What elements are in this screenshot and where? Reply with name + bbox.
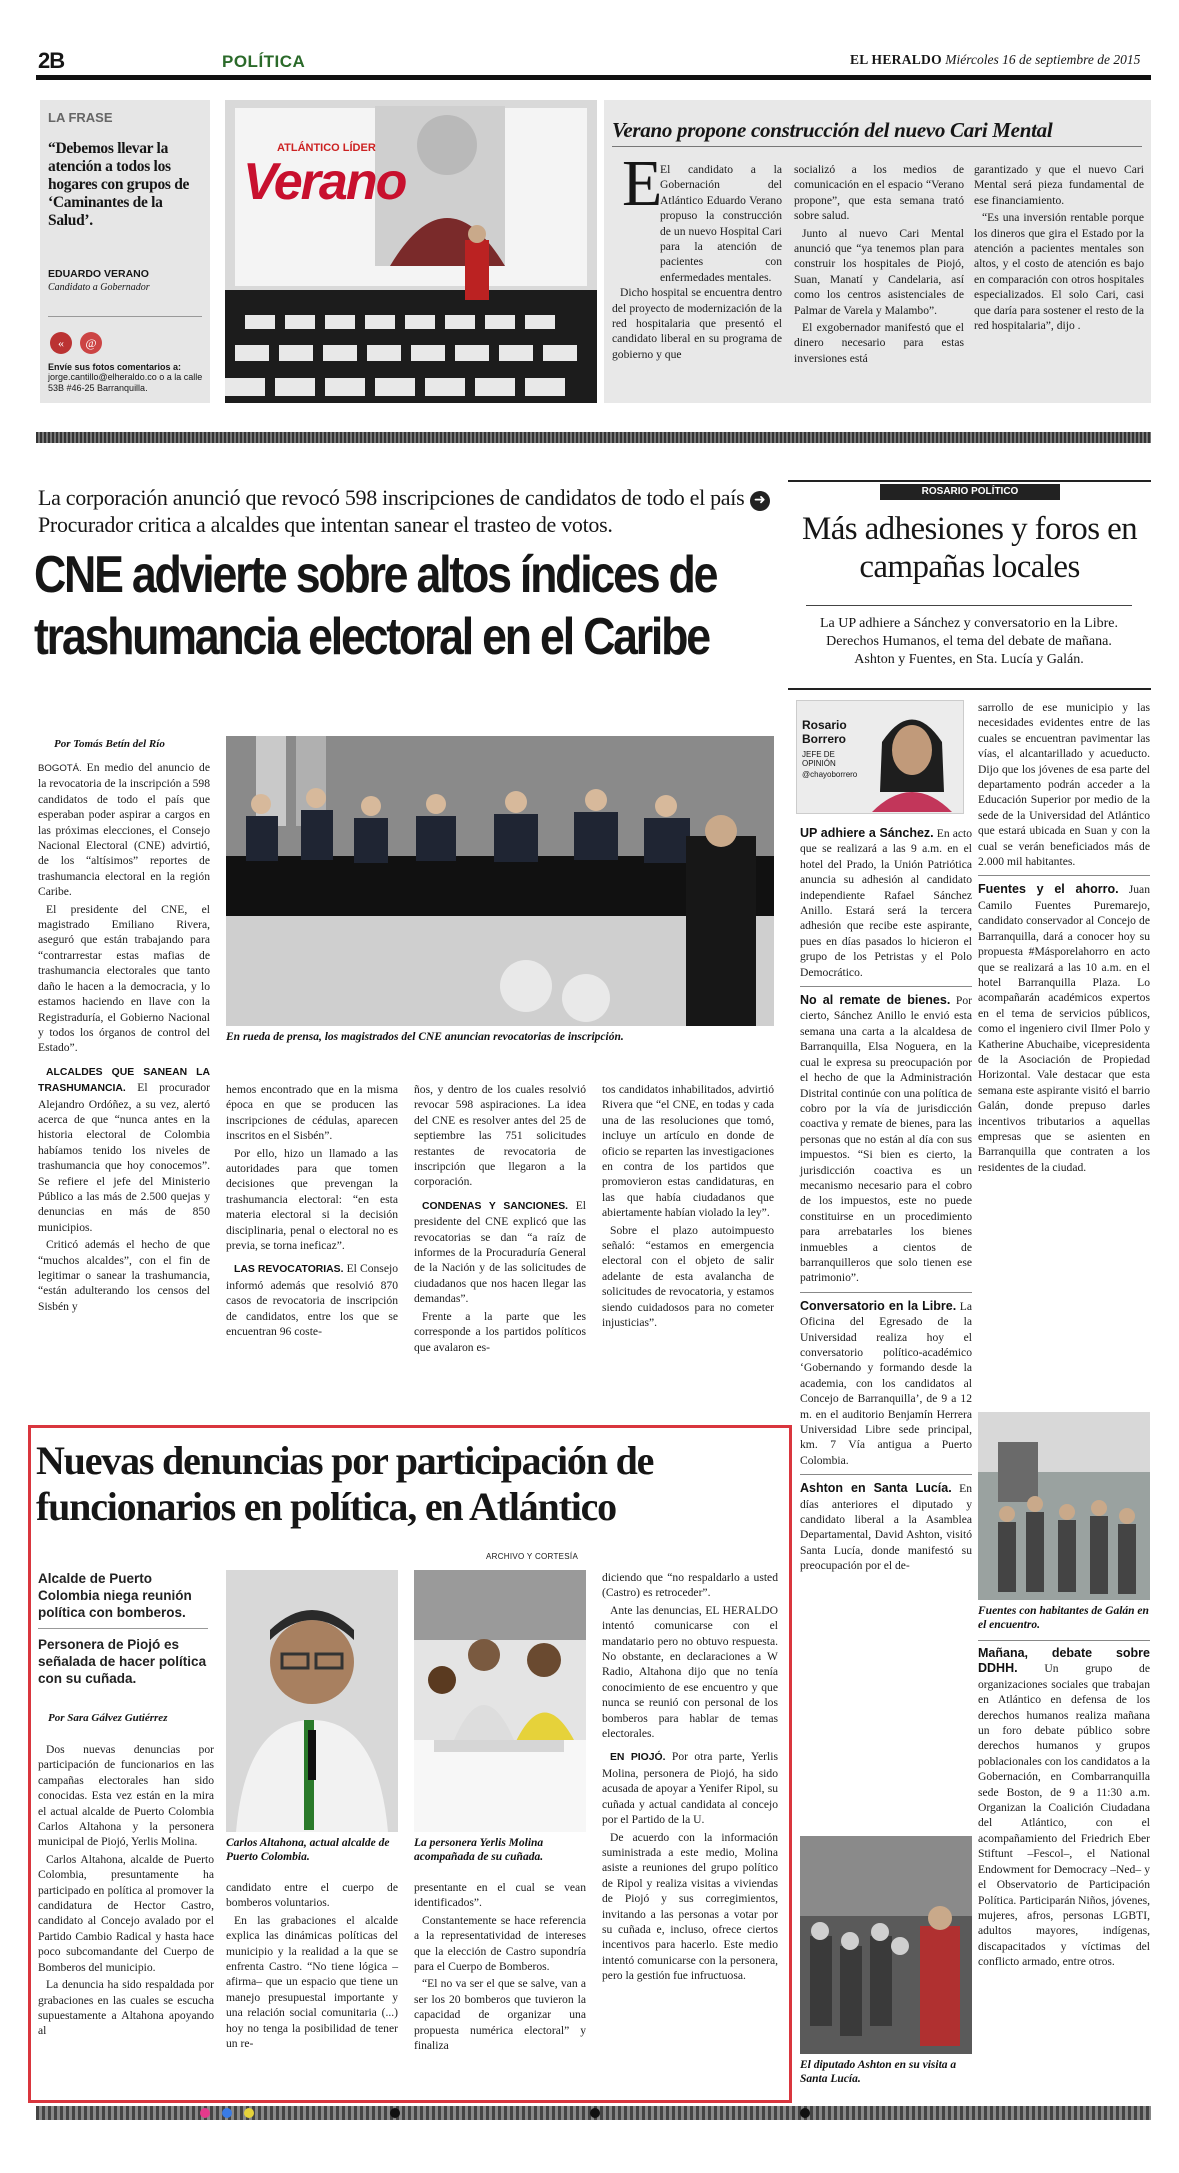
verano-title-rule — [612, 146, 1142, 147]
cne-col-2 — [226, 1082, 398, 1446]
rosario-col-b2 — [978, 1646, 1150, 2106]
rosario-item-remate — [800, 993, 972, 1286]
rosario-h-fuentes: Fuentes y el ahorro. — [978, 882, 1119, 897]
rosario-col-a — [800, 826, 973, 1573]
rosario-author-handle: @chayoborrero — [802, 770, 858, 779]
rosario-deck: La UP adhiere a Sánchez y conversatorio en la Libre. Derechos Humanos, el tema del debate de mañana. Ashton y Fuentes, en Sta. Lucía y Galán. — [819, 616, 1119, 667]
frase-quote: “Debemos llevar la atención a todos los hogares con grupos de ‘Caminantes de la Salud’. — [48, 140, 190, 229]
denuncias-col-2 — [226, 1880, 398, 2096]
rosario-author-last: Borrero — [802, 732, 847, 746]
frase-role: Candidato a Gobernador — [48, 282, 150, 293]
denuncias-col4-p3-text: Por otra parte, Yerlis Molina, personera de Piojó, ha sido acusada de apoyar a Yenifer Ripol, su cuñada y actual candidata al concejo por el Partido de la U. — [602, 1750, 779, 1827]
masthead-paper — [850, 52, 1140, 68]
rosario-ashton-cont: sarrollo de ese municipio y las necesidades evidentes entre de las cuales se encuentran pavimentar las vías, el alcantarillado y acueducto. Dijo que los jóvenes de esa parte del departamento podrán acceder a la Educación Superior por medio de la sede de la Universidad del Atlántico que estará ubicada en Suan y con la cual se verán beneficiados más de 2.000 mil habitantes. — [978, 701, 1150, 869]
cne-col2-p3-text: El Consejo informó además que resolvió 870 casos de revocatoria de inscripción de candidatos, entre los que se encuentran 96 coste- — [226, 1262, 398, 1339]
ashton-caption: El diputado Ashton en su visita a Santa Lucía. — [800, 2059, 957, 2085]
cne-col1-p4: Criticó además el hecho de que “muchos alcaldes”, con el fin de legitimar o sanear la trashumancia, “están adulterando los censos del Sisbén y — [38, 1238, 210, 1313]
molina-caption: La personera Yerlis Molina acompañada de su cuñada. — [414, 1837, 544, 1863]
ashton-photo-scene — [800, 1836, 972, 2054]
molina-photo-scene — [414, 1570, 586, 1832]
denuncias-col1-p1: Dos nuevas denuncias por participación de funcionarios en las campañas electorales han sido conocidas. Esta vez están en la mira el actual alcalde de Puerto Colombia Carlos Altahona y la personera municipal de Piojó, Yerlis Molina. — [38, 1743, 214, 1849]
fuentes-photo — [978, 1412, 1150, 1600]
rosario-item-ashton — [800, 1481, 972, 1573]
cne-subhead-revocatorias: LAS REVOCATORIAS. — [234, 1264, 344, 1276]
denuncias-col1-p3: La denuncia ha sido respaldada por grabaciones en las cuales se escucha supuestamente a Altahona apoyando al — [38, 1978, 214, 2038]
rosario-divider — [978, 875, 1150, 876]
rosario-item-libre — [800, 1299, 972, 1468]
cne-col4-p2: Sobre el plazo autoimpuesto señaló: “estamos en emergencia electoral con el objeto de salir adelante de esta avalancha de solicitudes de revocatoria, y estamos siendo cuidadosos para no cometer injusticias”. — [602, 1223, 774, 1330]
cne-col1-p1 — [38, 760, 210, 900]
cne-deck-1: La corporación anunció que revocó 598 inscripciones de candidatos de todo el país — [38, 485, 745, 510]
cne-col3-p2 — [414, 1198, 586, 1307]
verano-dropcap: E — [622, 147, 663, 220]
cne-col2-p2: Por ello, hizo un llamado a las autoridades para que tomen decisiones que prevengan la trashumancia electoral: “en esta materia electoral si la decisión disciplinaria, penal o electoral no es previa, se torna ineficaz”. — [226, 1146, 398, 1253]
cne-photo-caption: En rueda de prensa, los magistrados del CNE anuncian revocatorias de inscripción. — [226, 1031, 624, 1043]
denuncias-col4-p1: diciendo que “no respaldarlo a usted (Castro) es retroceder”. — [602, 1571, 778, 1600]
rosario-divider — [800, 1292, 972, 1293]
cne-col2-p3 — [226, 1261, 398, 1339]
rosario-author-first: Rosario — [802, 718, 847, 732]
altahona-photo-scene — [226, 1570, 398, 1832]
cne-deck-2: Procurador critica a alcaldes que intentan sanear el trasteo de votos. — [38, 512, 613, 537]
page-number: 2B — [38, 48, 65, 73]
rosario-h-libre: Conversatorio en la Libre. — [800, 1298, 957, 1313]
rosario-deck-rule — [788, 688, 1151, 690]
rosario-item-ddhh — [978, 1646, 1150, 1970]
frase-send-label: Envíe sus fotos comentarios a: — [48, 362, 182, 372]
cne-col1-p3 — [38, 1064, 210, 1235]
rosario-title: Más adhesiones y foros en campañas locales — [801, 511, 1138, 585]
altahona-caption: Carlos Altahona, actual alcalde de Puerto Colombia. — [226, 1837, 390, 1863]
frase-label: LA FRASE — [48, 110, 113, 125]
denuncias-col2-p1: candidato entre el cuerpo de bomberos voluntarios. — [226, 1881, 398, 1910]
denuncias-side-1: Alcalde de Puerto Colombia niega reunión política con bomberos. — [38, 1571, 192, 1620]
verano-col2-text: socializó a los medios de comunicación en el espacio “Verano propone”, que esta semana trató sobre salud. — [794, 163, 964, 223]
rosario-t-remate: Por cierto, Sánchez Anillo le envió esta semana una carta a la alcaldesa de Barranquilla, Elsa Noguera, en la cual le expresa su preocupación por el hecho de que la Administración Distrital continúe con una política de cobro por la vía de jurisdicción coactiva y remate de bienes, para las personas que no están al día con sus impuestos. “Si bien es cierto, la jurisdicción coactiva es un mecanismo necesario para el cobro de los impuestos, este no puede constituirse en un procedimiento para arrebatarles los bienes inmuebles a cientos de barranquilleros que solo tienen ese patrimonio”. — [800, 994, 972, 1285]
denuncias-headline: Nuevas denuncias por participación de funcionarios en política, en Atlántico — [36, 1438, 654, 1529]
verano-col3-text-b: “Es una inversión rentable porque los dineros que gira el Estado por la atención a pacientes mentales son altos, y el costo de atención es bajo en comparación con otros hospitales especializados. El solo Cari, casi que daría para sostener el resto de la red hospitalaria”, dijo . — [974, 211, 1144, 333]
verano-col-1 — [612, 162, 782, 402]
rosario-title-rule — [806, 605, 1132, 606]
verano-col3-text: garantizado y que el nuevo Cari Mental será pieza fundamental de ese financiamiento. — [974, 163, 1144, 207]
paper-name: EL HERALDO — [850, 52, 942, 67]
rosario-divider — [800, 986, 972, 987]
denuncias-col3-p1: presentante en el cual se vean identificados”. — [414, 1881, 586, 1910]
rosario-h-ddhh: Mañana, debate sobre DDHH. — [978, 1646, 1150, 1676]
cne-col-4 — [602, 1082, 774, 1446]
denuncias-side-divider — [38, 1628, 208, 1629]
fuentes-photo-scene — [978, 1412, 1150, 1600]
verano-col2-text-b: Junto al nuevo Cari Mental anunció que “ya tenemos plan para construir los hospitales de Piojó, Suan, Manatí y Candelaria, así como los centros asistenciales de Palmar de Varela y Malambo”. — [794, 226, 964, 317]
cne-col3-p3: Frente a la parte que les corresponde a los partidos políticos que avalaron es- — [414, 1309, 586, 1354]
denuncias-byline: Por Sara Gálvez Gutiérrez — [48, 1712, 168, 1724]
altahona-photo — [226, 1570, 398, 1832]
cne-subhead-condenas: CONDENAS Y SANCIONES. — [422, 1200, 569, 1212]
denuncias-col-4 — [602, 1570, 778, 2096]
cne-col4-p1: tos candidatos inhabilitados, advirtió Rivera que “el CNE, en todas y cada una de las resoluciones que tomó, incluye un artículo en donde de oficio se reparten las investigaciones en contra de los partidos que promovieron estas candidaturas, en las que había ciudadanos que abiertamente habían violado la ley”. — [602, 1083, 774, 1220]
rosario-top-rule — [788, 480, 1151, 482]
rosario-avatar-img — [862, 702, 962, 812]
cne-dateline: BOGOTÁ. — [38, 763, 82, 774]
cne-byline: Por Tomás Betín del Río — [54, 738, 165, 750]
rosario-t-ashton: En días anteriores el diputado y candidato liberal a la Asamblea Departamental, David Ashton, visitó Santa Lucía, donde manifestó su preocupación por el de- — [800, 1482, 972, 1573]
camera-icon: « — [50, 332, 72, 354]
cne-deck — [38, 484, 778, 538]
rosario-h-up: UP adhiere a Sánchez. — [800, 826, 934, 840]
section-label: POLÍTICA — [222, 52, 306, 71]
arrow-right-icon: ➜ — [750, 491, 770, 511]
denuncias-side-2: Personera de Piojó es señalada de hacer política con su cuñada. — [38, 1637, 207, 1686]
rosario-divider — [800, 1474, 972, 1475]
denuncias-col1-p2: Carlos Altahona, alcalde de Puerto Colombia, presuntamente ha participado en política al promover la candidatura de Hector Castro, candidato al Concejo avalado por el Partido Cambio Radical y hasta hace poco subcomandante del Cuerpo de Bomberos del municipio. — [38, 1852, 214, 1974]
rosario-t-ddhh: Un grupo de organizaciones sociales que trabajan en Atlántico en defensa de los derechos humanos realiza mañana un foro debate público sobre derechos humanos y grupos poblacionales con los candidatos a la Gobernación, en Combarranquilla sede Boston, de 9 a 11:30 a.m. Organizan la Coalición Ciudadana del Atlántico, con el acompañamiento del Friedrich Eber Stiftunt –Fescol–, el National Endowment for Democracy –Ned– y el Observatorio de Participación Política. Participarán Niños, jóvenes, mujeres, afros, personas LGBTI, adultos mayores, indígenas, discapacitados y víctimas del conflicto armado, entre otros. — [978, 1662, 1150, 1969]
ashton-photo — [800, 1836, 972, 2054]
denuncias-col4-p4: De acuerdo con la información suministrada a este medio, Molina asiste a reuniones del grupo político de Ripol y realiza visitas a viviendas de Piojó y sus corregimientos, invitando a las personas a votar por su cuñada e, incluso, ofrece ciertos incentivos para hacerlo. Este medio intentó comunicarse con la personera, pero la gestión fue infructuosa. — [602, 1830, 778, 1983]
rosario-item-fuentes — [978, 882, 1150, 1175]
denuncias-subhead-piojo: EN PIOJÓ. — [610, 1752, 666, 1764]
denuncias-col4-p3 — [602, 1749, 778, 1827]
frase-send-email: jorge.cantillo@elheraldo.co o a la calle 53B #46-25 Barranquilla. — [48, 372, 203, 393]
rosario-t-fuentes: Juan Camilo Fuentes Puremarejo, candidato conservador al Concejo de Barranquilla, dará a conocer hoy su propuesta #Másporelahorro en acto que se realizará a las 10 a.m. en el hotel Barranquilla Plaza. Lo acompañarán académicos expertos en el tema de servicios públicos, como el ingeniero civil Ilmer Polo y Katherine Abuchaibe, vicepresidenta de la Asociación de Propiedad Horizontal. Vale destacar que esta semana este aspirante visitó el barrio Galán, donde prepuso darles incentivos tributarios a aquellas empresas que se asienten en Barranquilla que contraten a los residentes de la ciudad. — [978, 883, 1151, 1174]
verano-col2-text-c: El exgobernador manifestó que el dinero necesario para estas inversiones está — [794, 321, 964, 365]
cne-col3-p2-text: El presidente del CNE explicó que las revocatorias se dan “a raíz de informes de la Procuraduría General de la Nación y de las solicitudes de ciudadanos que nos hacen llegar las demandas”. — [414, 1198, 587, 1306]
verano-event-photo — [225, 100, 597, 403]
verano-title: Verano propone construcción del nuevo Cari Mental — [612, 118, 1053, 142]
cne-col2-p1: hemos encontrado que en la misma época en que se producen las inscripciones de cédulas, aparecen inscritos en el Sisbén”. — [226, 1083, 398, 1143]
cne-col-3 — [414, 1082, 586, 1446]
denuncias-col-3 — [414, 1880, 586, 2096]
registration-dots — [200, 2106, 900, 2120]
header-rule — [36, 75, 1151, 80]
rosario-avatar — [862, 702, 962, 812]
verano-col1-text: El candidato a la Gobernación del Atlántico Eduardo Verano propuso la construcción de un nuevo Hospital Cari para la atención de pacientes con enfermedades mentales. — [660, 163, 782, 284]
cne-press-photo — [226, 736, 774, 1026]
section-separator — [36, 432, 1151, 443]
rosario-t-up: En acto que se realizará a las 9 a.m. en el hotel del Prado, la Unión Patriótica anuncia su adhesión al candidato independiente Rafael Sánchez Anillo. Estará será la tercera adhesión que recibe este aspirante, pues en días pasados lo hicieron el grupo de los Petristas y el Polo Democrático. — [800, 827, 973, 979]
rosario-h-ashton: Ashton en Santa Lucía. — [800, 1481, 952, 1496]
cne-headline: CNE advierte sobre altos índices de trashumancia electoral en el Caribe — [34, 546, 717, 666]
email-icon: @ — [80, 332, 102, 354]
rosario-label: ROSARIO POLÍTICO — [880, 484, 1060, 500]
rosario-item-up — [800, 826, 972, 980]
cne-col1-p3-text: El procurador Alejandro Ordóñez, a su vez, alertó acerca de que “nunca antes en la historia electoral de Colombia habíamos tenido los niveles de trashumancia que hoy conocemos”. Se refiere el jefe del Ministerio Público a las más de 2.500 quejas y denuncias en más de 850 municipios. — [38, 1081, 210, 1234]
denuncias-col-1 — [38, 1742, 214, 2096]
verano-col-3 — [974, 162, 1144, 402]
rosario-author-role: JEFE DE OPINIÓN — [802, 750, 836, 768]
denuncias-col3-p2: Constantemente se hace referencia a la representatividad de intereses que la elección de Castro supondría para el Cuerpo de Bomberos. — [414, 1913, 586, 1974]
verano-col-2 — [794, 162, 964, 402]
verano-banner-big: Verano — [243, 153, 406, 211]
denuncias-col3-p3: “El no va ser el que se salve, van a ser los 20 bomberos que tuvieron la capacidad de organizar una propuesta numérica electoral” y finaliza — [414, 1977, 586, 2053]
molina-photo — [414, 1570, 586, 1832]
denuncias-col2-p2: En las grabaciones el alcalde explica las dinámicas políticas del municipio y la realidad a la que se enfrenta Castro. “No tiene lógica –afirma– que un espacio que tiene un manejo presupuestal importante y una relación social comunitaria (...) hoy no tenga la posibilidad de tener un re- — [226, 1913, 398, 2051]
verano-banner-small: ATLÁNTICO LÍDER — [277, 142, 376, 154]
cne-col1-p2: El presidente del CNE, el magistrado Emiliano Rivera, aseguró que están trabajando para “contrarrestar estas mafias de trashumancia electorales que tanto daño le hacen a la democracia, y lo estamos haciendo en llave con la Registraduría, el Gobierno Nacional y todos los órganos de control del Estado”. — [38, 902, 210, 1055]
verano-col1-text-b: Dicho hospital se encuentra dentro del proyecto de modernización de la red hospitalaria que presentó el candidato liberal en su programa de gobierno y que — [612, 286, 782, 361]
rosario-t-libre: La Oficina del Egresado de la Universidad realiza hoy el conversatorio político-académico ‘Gobernando y formando desde la academia, con los candidatos al Concejo de Barranquilla’, de 9 a 12 m. en el auditorio Benjamín Herrera Universidad Libre sede principal, km. 7 Vía antigua a Puerto Colombia. — [800, 1299, 972, 1467]
rosario-h-remate: No al remate de bienes. — [800, 993, 951, 1008]
cne-col-1 — [38, 760, 210, 1444]
cne-col3-p1: ños, y dentro de los cuales resolvió revocar 598 aspiraciones. La idea del CNE es resolver antes del 25 de septiembre las 751 solicitudes restantes de revocatoria de inscripción que llegaron a la corporación. — [414, 1083, 586, 1189]
frase-divider — [48, 316, 202, 317]
denuncias-photo-credit: ARCHIVO Y CORTESÍA — [486, 1552, 579, 1561]
rosario-col-b — [978, 700, 1150, 1402]
rosario-divider-b — [978, 1640, 1150, 1641]
cne-col1-p1-text: En medio del anuncio de la revocatoria de la inscripción a 598 candidatos de todo el país que esperaban poder aspirar a cargos en las próximas elecciones, el Consejo Nacional Electoral (CNE) advirtió, de los “altísimos” reportes de trashumancia electoral en la región Caribe. — [38, 761, 210, 899]
cne-photo-scene — [226, 736, 774, 1026]
frase-author: EDUARDO VERANO — [48, 268, 149, 280]
cne-subhead-alcaldes: ALCALDES QUE SANEAN LA TRASHUMANCIA. — [38, 1066, 210, 1095]
fuentes-caption: Fuentes con habitantes de Galán en el encuentro. — [978, 1605, 1149, 1631]
page-date: Miércoles 16 de septiembre de 2015 — [945, 52, 1141, 67]
denuncias-col4-p2: Ante las denuncias, EL HERALDO intentó comunicarse con el mandatario pero no obtuvo respuesta. No obstante, en declaraciones a W Radio, Altahona dijo que no tenía conocimiento de ese encuentro y que nunca se reunió con personal de los bomberos para hablar de temas electorales. — [602, 1603, 778, 1741]
